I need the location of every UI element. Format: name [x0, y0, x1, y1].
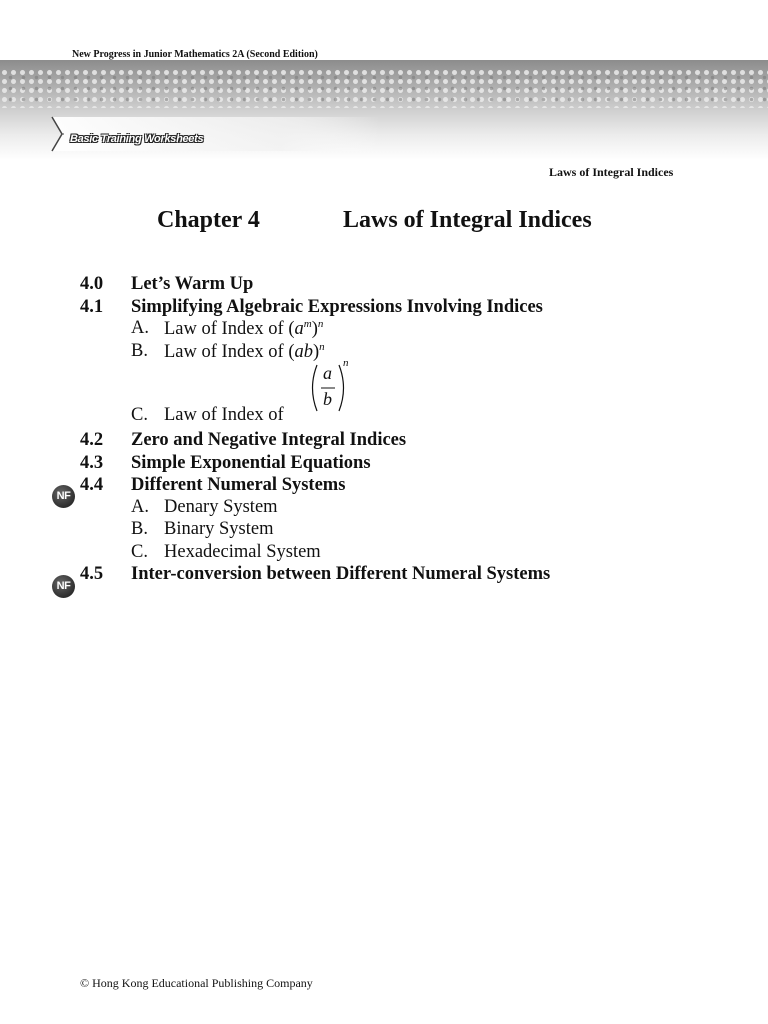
- fraction-denominator: b: [323, 389, 332, 409]
- chapter-title: Laws of Integral Indices: [343, 207, 592, 233]
- section-title: Simple Exponential Equations: [131, 453, 371, 473]
- section-number: 4.3: [80, 453, 104, 473]
- math-base: ab: [294, 342, 313, 362]
- nf-badge-icon: NF: [52, 485, 75, 508]
- subsection-title: Hexadecimal System: [164, 542, 321, 562]
- math-paren: ): [312, 342, 320, 362]
- chapter-label: Chapter 4: [157, 207, 260, 233]
- subsection-letter: A.: [131, 497, 149, 517]
- nf-badge-icon: NF: [52, 575, 75, 598]
- subsection-letter: A.: [131, 318, 149, 338]
- math-exponent-inner: m: [303, 318, 312, 330]
- subsection-letter: C.: [131, 405, 148, 425]
- fraction-exponent: n: [343, 357, 349, 369]
- section-title: Zero and Negative Integral Indices: [131, 430, 407, 450]
- copyright-footer: © Hong Kong Educational Publishing Company: [80, 976, 313, 990]
- math-paren: ): [311, 319, 318, 339]
- subsection-title: [164, 318, 323, 340]
- ribbon-label: Basic Training Worksheets: [70, 133, 204, 145]
- section-number: 4.5: [80, 564, 104, 584]
- fraction-numerator: a: [323, 363, 332, 383]
- math-base: a: [294, 319, 304, 339]
- section-title: Let’s Warm Up: [131, 274, 254, 294]
- running-head: Laws of Integral Indices: [549, 165, 674, 179]
- chapter-heading: [157, 207, 592, 234]
- book-title: New Progress in Junior Mathematics 2A (Second Edition): [72, 49, 318, 60]
- subsection-letter: B.: [131, 519, 148, 539]
- section-title: Simplifying Algebraic Expressions Involving Indices: [131, 297, 543, 317]
- subsection-title: Law of Index of: [164, 405, 284, 425]
- fraction-expression: [305, 357, 351, 413]
- section-number: 4.2: [80, 430, 104, 450]
- section-title: Inter-conversion between Different Numeral Systems: [131, 564, 551, 584]
- section-ribbon: [50, 116, 380, 152]
- subsection-text: Law of Index of (: [164, 342, 295, 362]
- section-number: 4.0: [80, 274, 104, 294]
- subsection-title: Binary System: [164, 519, 274, 539]
- subsection-title: [164, 341, 325, 363]
- subsection-letter: B.: [131, 341, 148, 361]
- section-title: Different Numeral Systems: [131, 475, 346, 495]
- subsection-letter: C.: [131, 542, 148, 562]
- section-number: 4.1: [80, 297, 104, 317]
- section-number: 4.4: [80, 475, 104, 495]
- banner-dot-pattern-dark: [4, 72, 768, 108]
- subsection-title: Denary System: [164, 497, 278, 517]
- subsection-text: Law of Index of (: [164, 319, 295, 339]
- math-exponent-outer: n: [319, 341, 325, 353]
- math-exponent-outer: n: [317, 318, 324, 330]
